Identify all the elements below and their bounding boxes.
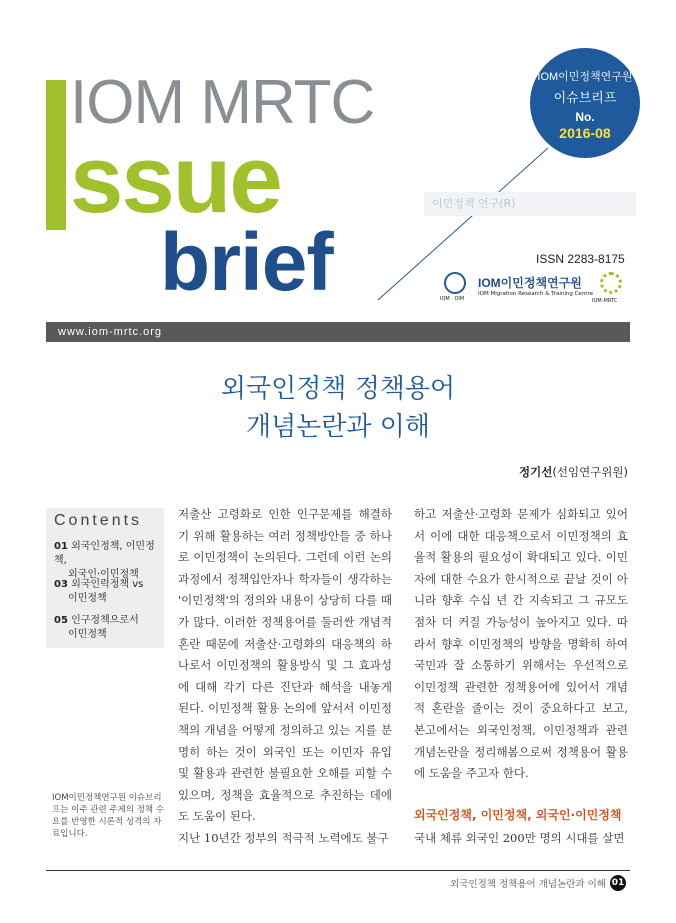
author-byline <box>400 464 628 480</box>
masthead-title-issue: ssue <box>70 126 281 233</box>
iom-logo-caption: IOM · OIM <box>440 296 465 302</box>
contents-title: Contents <box>54 512 143 529</box>
iom-globe-icon <box>444 272 466 294</box>
contents-item-label-2: 이민정책 <box>68 593 107 604</box>
author-role: (선임연구위원) <box>552 465 628 479</box>
badge-no-label: No. <box>575 110 595 124</box>
contents-item-label-2: 외국인·이민정책 <box>68 569 139 580</box>
contents-item-label: 인구정책으로서 <box>71 615 139 626</box>
page-number: 01 <box>610 875 626 891</box>
faded-label: 이민정책 연구(R) <box>424 192 636 216</box>
issue-number-badge <box>530 48 640 158</box>
body-column-2: 하고 저출산·고령화 문제가 심화되고 있어서 이에 대한 대응책으로서 이민정책의 효율적 활용의 필요성이 확대되고 있다. 이민자에 대한 수요가 한시적으로 끝날 것이 아니라 향후 수십 년 간 지속되고 그 규모도 점차 더 커질 가능성이 높아지고 있다. 따라서 향후 이민정책의 방향을 명확히 하여 국민과 잘 소통하기 위해서는 우선적으로 이민정책 관련한 정책용어에 있어서 개념적 혼란을 줄이는 것이 중요하다고 보고, 본고에서는 외국인정책, 이민정책과 관련 개념논란을 정리해봄으로써 정책용어 활용에 도움을 주고자 한다. <box>414 507 628 781</box>
contents-item-label: 외국인정책, 이민정책, <box>54 541 155 566</box>
contents-item-number: 01 <box>54 541 68 552</box>
masthead-title-iom-mrtc: IOM MRTC <box>70 68 375 137</box>
headline-line-1: 외국인정책 정책용어 <box>220 374 456 404</box>
contents-item[interactable] <box>54 614 162 642</box>
mrtc-logo-caption: IOM-MRTC <box>592 298 618 304</box>
footer-rule <box>46 870 630 871</box>
contents-item[interactable] <box>54 578 162 606</box>
badge-number: 2016-08 <box>559 125 611 141</box>
contents-item-number: 03 <box>54 579 68 590</box>
badge-series: 이슈브리프 <box>553 90 617 105</box>
series-description-note: IOM이민정책연구원 이슈브리프는 이주 관련 주제의 정책 수요를 반영한 시론적 성격의 자료입니다. <box>52 793 165 839</box>
org-name: IOM이민정책연구원 <box>478 276 582 290</box>
footer-title: 외국인정책 정책용어 개념논란과 이해 <box>450 879 606 890</box>
body-column-1 <box>178 504 392 850</box>
contents-item-label-2: 이민정책 <box>68 629 107 640</box>
body-paragraph-2-start: 지난 10년간 정부의 적극적 노력에도 불구 <box>178 830 389 845</box>
body-column-2-continued: 국내 체류 외국인 200만 명의 시대를 살면 <box>414 831 625 845</box>
issn: ISSN 2283-8175 <box>536 252 625 266</box>
headline-line-2: 개념논란과 이해 <box>245 412 431 442</box>
masthead-title-brief: brief <box>160 217 333 308</box>
body-paragraph-1: 저출산 고령화로 인한 인구문제를 해결하기 위해 활용하는 여러 정책방안들 중 하나로 이민정책이 논의된다. 그런데 이런 논의과정에서 정책입안자나 학자들이 생각하는 '이민정책'의 정의와 내용이 상당히 다를 때가 많다. 이러한 정책용어를 둘러싼 개념적 혼란 때문에 저출산·고령화의 대응책의 하나로서 이민정책의 활용방식 및 그 효과성에 대해 각기 다른 진단과 해석을 내놓게 된다. 이민정책 활용 논의에 앞서서 이민정책의 개념을 어떻게 정의하고 있는 지를 분명히 하는 것이 외국인 또는 이민자 유입 및 활용과 관련한 불필요한 오해를 피할 수 있으며, 정책을 효율적으로 추진하는 데에도 도움이 된다. <box>178 507 392 824</box>
website-url[interactable]: www.iom-mrtc.org <box>46 322 630 342</box>
contents-item-number: 05 <box>54 615 68 626</box>
section-heading: 외국인정책, 이민정책, 외국인·이민정책 <box>414 808 622 822</box>
badge-org: IOM이민정책연구원 <box>537 71 633 83</box>
mrtc-logo-icon <box>600 272 622 294</box>
org-subname: IOM Migration Research & Training Centre <box>478 291 593 297</box>
author-name: 정기선 <box>519 465 553 479</box>
contents-item-label: 외국인력정책 vs <box>71 579 144 590</box>
contents-item[interactable] <box>54 540 162 582</box>
